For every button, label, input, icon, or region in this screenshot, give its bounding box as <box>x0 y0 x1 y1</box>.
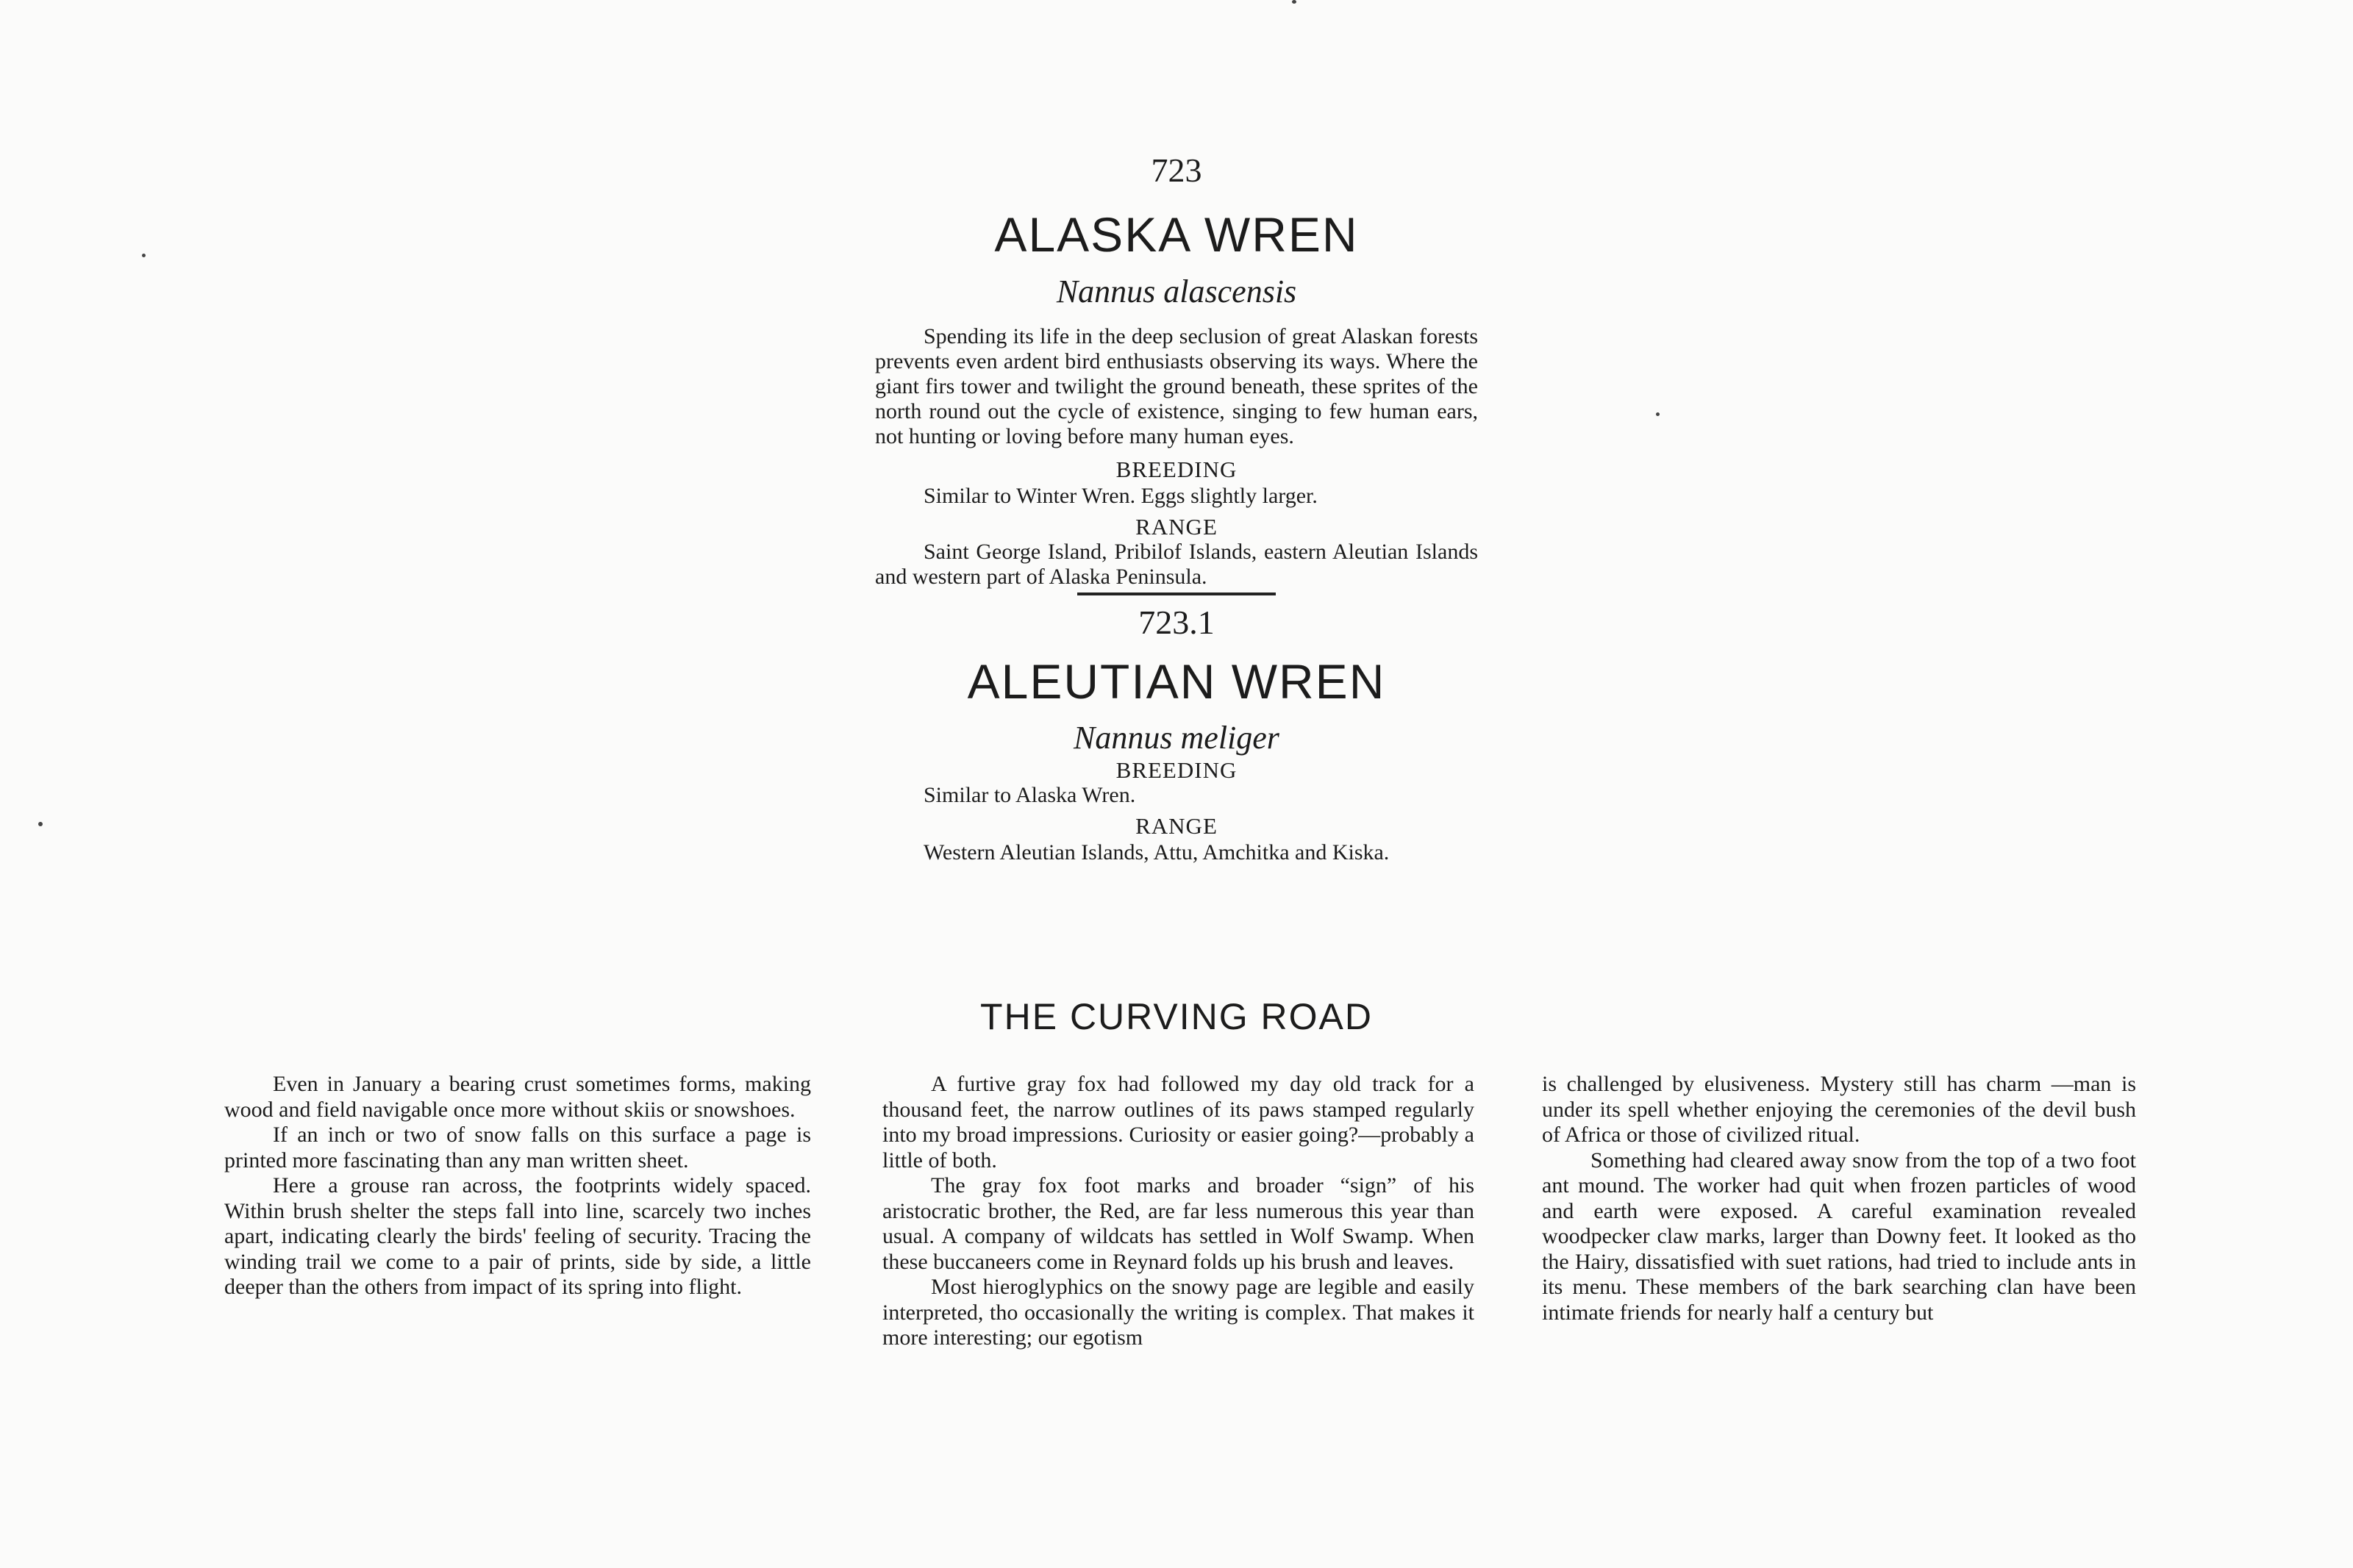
speck <box>1656 412 1660 416</box>
species-entries <box>875 140 1478 865</box>
breeding-text: Similar to Winter Wren. Eggs slightly larger. <box>924 484 1318 508</box>
breeding-heading: BREEDING <box>1115 457 1238 482</box>
essay-title: THE CURVING ROAD <box>980 996 1373 1037</box>
species-description: Spending its life in the deep seclusion of great Alaskan forests prevents even ardent bird enthusiasts observing its ways. Where the giant firs tower and twilight the ground beneath, these sprites of the north round out the cycle of existence, singing to few human ears, not hunting or loving before many human eyes. <box>875 324 1478 448</box>
breeding-heading: BREEDING <box>1115 757 1238 783</box>
species-number: 723 <box>1151 151 1202 189</box>
species-title: ALASKA WREN <box>994 207 1359 262</box>
essay-column-2 <box>882 1072 1474 1351</box>
scientific-name: Nannus alascensis <box>1056 273 1297 309</box>
species-number: 723.1 <box>1138 604 1215 641</box>
speck <box>142 254 146 257</box>
section-divider <box>1077 593 1276 595</box>
speck <box>38 822 43 826</box>
paragraph: If an inch or two of snow falls on this surface a page is printed more fascinating than any man written sheet. <box>224 1123 811 1173</box>
range-heading: RANGE <box>1135 813 1218 839</box>
species-title: ALEUTIAN WREN <box>967 654 1386 709</box>
range-text: Western Aleutian Islands, Attu, Amchitka and Kiska. <box>924 840 1390 864</box>
scientific-name: Nannus meliger <box>1074 720 1279 756</box>
essay-column-3 <box>1542 1072 2136 1325</box>
paragraph: A furtive gray fox had followed my day old track for a thousand feet, the narrow outlines of its paws stamped regularly into my broad impressions. Curiosity or easier going?—probably a little of both. <box>882 1072 1474 1173</box>
range-heading: RANGE <box>1135 514 1218 540</box>
paragraph: Here a grouse ran across, the footprints widely spaced. Within brush shelter the steps fall into line, scarcely two inches apart, indicating clearly the birds' feeling of security. Tracing the winding trail we come to a pair of prints, side by side, a little deeper than the others from impact of its spring into flight. <box>224 1173 811 1299</box>
essay-column-1 <box>224 1072 811 1300</box>
paragraph: is challenged by elusiveness. Mystery still has charm —man is under its spell whether enjoying the ceremonies of the devil bush of Africa or those of civilized ritual. <box>1542 1072 2136 1147</box>
paragraph: Most hieroglyphics on the snowy page are legible and easily interpreted, tho occasionally the writing is complex. That makes it more interesting; our egotism <box>882 1275 1474 1350</box>
paragraph: Something had cleared away snow from the top of a two foot ant mound. The worker had quit when frozen particles of wood and earth were exposed. A careful examination revealed woodpecker claw marks, larger than Downy feet. It looked as tho the Hairy, dissatisfied with suet rations, had tried to include ants in its menu. These members of the bark searching clan have been intimate friends for nearly half a century but <box>1542 1148 2136 1325</box>
paragraph: Even in January a bearing crust sometimes forms, making wood and field navigable once more without skiis or snowshoes. <box>224 1072 811 1122</box>
breeding-text: Similar to Alaska Wren. <box>924 783 1136 807</box>
speck <box>1292 0 1296 4</box>
paragraph: The gray fox foot marks and broader “sign” of his aristocratic brother, the Red, are far less numerous this year than usual. A company of wildcats has settled in Wolf Swamp. When these buccaneers come in Reynard folds up his brush and leaves. <box>882 1173 1474 1274</box>
range-text: Saint George Island, Pribilof Islands, eastern Aleutian Islands and western part of Alaska Peninsula. <box>875 540 1478 589</box>
